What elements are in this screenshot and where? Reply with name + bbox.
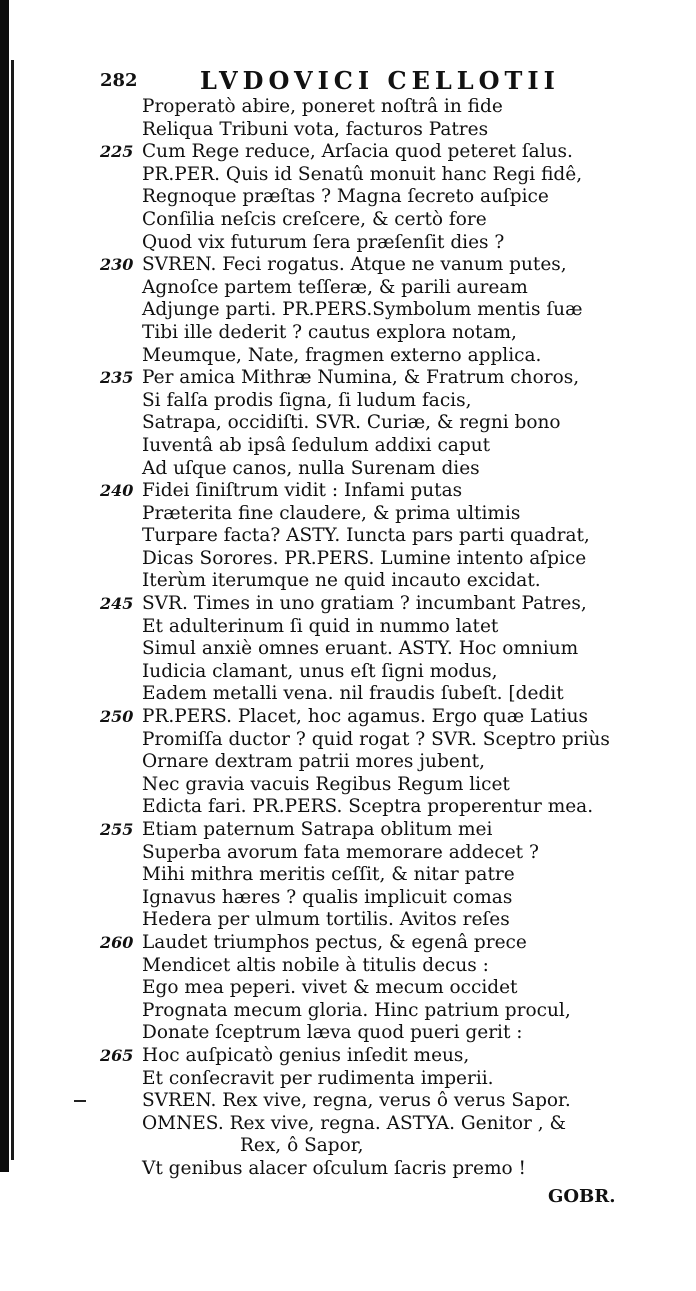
line-number: 245 (100, 594, 134, 614)
verse-line (100, 842, 690, 865)
line-text: Cum Rege reduce, Arſacia quod peteret ſalus. (142, 141, 573, 163)
verse-line (100, 141, 690, 164)
line-number: 265 (100, 1045, 134, 1065)
verse-line (100, 186, 690, 209)
line-text: Etiam paternum Satrapa oblitum mei (142, 819, 493, 840)
line-number: 250 (100, 707, 134, 727)
verse-line (100, 729, 690, 752)
line-text: Dicas Sorores. PR.PERS. Lumine intento aſpice (142, 547, 587, 569)
line-text: Mendicet altis nobile à titulis decus : (142, 954, 489, 976)
line-text: Simul anxiè omnes eruant. ASTY. Hoc omnium (142, 638, 579, 660)
verse-line (100, 322, 690, 345)
verse-line (100, 367, 690, 390)
verse-line (100, 864, 690, 887)
verse-line (100, 1045, 690, 1068)
verse-line (100, 548, 690, 571)
line-text: Agnoſce partem teſſeræ, & parili auream (142, 276, 528, 298)
verse-line (100, 164, 690, 187)
line-text: Vt genibus alacer oſculum ſacris premo ! (142, 1157, 526, 1179)
running-head: LVDOVICI CELLOTII (200, 66, 560, 95)
verse-line (100, 887, 690, 910)
line-text: Ornare dextram patrii mores jubent, (142, 751, 485, 773)
line-text: Reliqua Tribuni vota, facturos Patres (142, 118, 489, 140)
line-text: Tibi ille dederit ? cautus explora notam, (142, 321, 517, 343)
verse-line (100, 955, 690, 978)
line-number: 255 (100, 820, 134, 839)
verse-block (100, 96, 690, 1181)
line-text: Nec gravia vacuis Regibus Regum licet (142, 773, 510, 795)
verse-line (100, 390, 690, 413)
verse-line (100, 616, 690, 639)
line-text: Mihi mithra meritis ceſſit, & nitar patre (142, 864, 515, 886)
line-text: Prognata mecum gloria. Hinc patrium procul, (142, 999, 571, 1021)
verse-line (100, 661, 690, 684)
verse-line (100, 977, 690, 1000)
line-text: Donate ſceptrum læva quod pueri gerit : (142, 1022, 523, 1044)
line-number: 240 (100, 481, 134, 501)
line-text: Hoc auſpicatò genius inſedit meus, (142, 1044, 470, 1066)
line-text: Iuventâ ab ipsâ ſedulum addixi caput (142, 434, 491, 456)
line-text: Edicta fari. PR.PERS. Sceptra properentur mea. (142, 796, 594, 818)
verse-line (100, 503, 690, 526)
verse-line (100, 254, 690, 277)
line-text: Properatò abire, poneret noſtrâ in fide (142, 96, 503, 117)
verse-line (100, 345, 690, 368)
line-text: Turpare facta? ASTY. Iuncta pars parti quadrat, (142, 525, 590, 547)
line-number: 235 (100, 368, 134, 388)
line-number: 225 (100, 142, 134, 162)
margin-dash-mark (74, 1100, 86, 1102)
verse-line (100, 1158, 690, 1181)
page-number: 282 (100, 70, 138, 91)
line-text: Adjunge parti. PR.PERS.Symbolum mentis ſuæ (142, 299, 583, 321)
verse-line (100, 232, 690, 255)
line-text: PR.PERS. Placet, hoc agamus. Ergo quæ Latius (142, 706, 589, 728)
line-text: Conſilia neſcis creſcere, & certò fore (142, 208, 487, 230)
line-text: SVREN. Rex vive, regna, verus ô verus Sapor. (142, 1090, 571, 1112)
verse-line (100, 751, 690, 774)
line-text: Fidei ſiniſtrum vidit : Infami putas (142, 480, 463, 502)
catchword: GOBR. (548, 1186, 616, 1207)
line-text: Iudicia clamant, unus eſt ſigni modus, (142, 660, 498, 682)
line-text: Per amica Mithræ Numina, & Fratrum choros, (142, 367, 580, 389)
verse-line (100, 458, 690, 481)
line-number: 230 (100, 255, 134, 275)
line-text: Ignavus hæres ? qualis implicuit comas (142, 886, 513, 908)
verse-line (100, 593, 690, 616)
verse-line (100, 796, 690, 819)
verse-line (100, 480, 690, 503)
verse-line (100, 412, 690, 435)
verse-line (100, 774, 690, 797)
line-text: Ad uſque canos, nulla Surenam dies (142, 457, 480, 479)
verse-line (100, 570, 690, 593)
verse-line (100, 683, 690, 706)
line-text: Et adulterinum ſi quid in nummo latet (142, 615, 499, 637)
line-text: SVR. Times in uno gratiam ? incumbant Patres, (142, 593, 587, 615)
verse-line (100, 119, 690, 142)
verse-line (100, 706, 690, 729)
verse-line (100, 1022, 690, 1045)
verse-line (100, 209, 690, 232)
line-text: Eadem metalli vena. nil fraudis ſubeſt. [dedit (142, 683, 564, 705)
line-text: PR.PER. Quis id Senatû monuit hanc Regi fidê, (142, 163, 583, 185)
verse-line (100, 932, 690, 955)
verse-line (100, 638, 690, 661)
verse-line (100, 1000, 690, 1023)
line-text: Hedera per ulmum tortilis. Avitos reſes (142, 909, 510, 931)
verse-line (100, 277, 690, 300)
line-text: SVREN. Feci rogatus. Atque ne vanum putes, (142, 254, 567, 276)
verse-line (100, 1068, 690, 1091)
verse-line (100, 1135, 690, 1158)
line-number: 260 (100, 932, 134, 952)
line-text: Iterùm iterumque ne quid incauto excidat. (142, 570, 541, 592)
line-text: OMNES. Rex vive, regna. ASTYA. Genitor , & (142, 1112, 566, 1134)
verse-line (100, 819, 690, 842)
line-text: Regnoque præſtas ? Magna ſecreto auſpice (142, 186, 549, 208)
line-text: Quod vix futurum ſera præſenſit dies ? (142, 231, 505, 253)
line-text: Superba avorum fata memorare addecet ? (142, 841, 539, 863)
verse-line (100, 96, 690, 119)
line-text: Ego mea peperi. vivet & mecum occidet (142, 977, 518, 999)
line-text: Satrapa, occidiſti. SVR. Curiæ, & regni bono (142, 412, 561, 434)
line-text: Laudet triumphos pectus, & egenâ prece (142, 931, 527, 953)
line-text: Meumque, Nate, fragmen externo applica. (142, 344, 542, 366)
line-text: Si falſa prodis ſigna, ſi ludum facis, (142, 389, 472, 411)
line-text: Rex, ô Sapor, (240, 1135, 364, 1157)
verse-line (100, 435, 690, 458)
verse-line (100, 909, 690, 932)
line-text: Et conſecravit per rudimenta imperii. (142, 1067, 494, 1089)
verse-line (100, 1113, 690, 1136)
verse-line (100, 299, 690, 322)
verse-line (100, 1090, 690, 1113)
page-header (100, 66, 600, 96)
line-text: Præterita fine claudere, & prima ultimis (142, 502, 521, 524)
line-text: Promiſſa ductor ? quid rogat ? SVR. Sceptro priùs (142, 728, 610, 750)
verse-line (100, 525, 690, 548)
